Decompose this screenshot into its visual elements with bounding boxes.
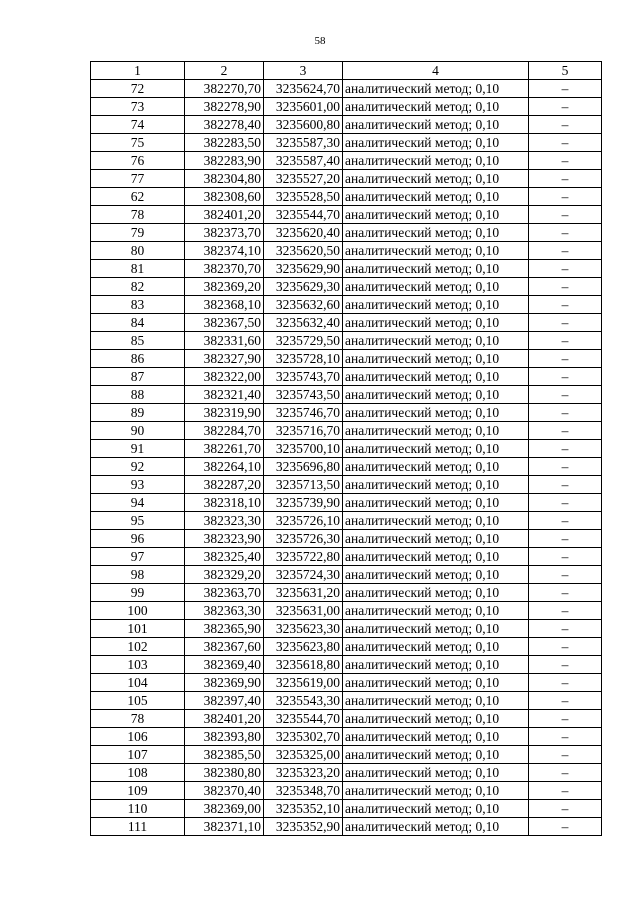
- x-coordinate-cell: 382385,50: [185, 746, 264, 764]
- table-row: [91, 80, 602, 98]
- table-row: [91, 332, 602, 350]
- method-cell: аналитический метод; 0,10: [343, 800, 529, 818]
- y-coordinate-cell: 3235620,40: [264, 224, 343, 242]
- method-cell: аналитический метод; 0,10: [343, 152, 529, 170]
- point-number-cell: 90: [91, 422, 185, 440]
- method-cell: аналитический метод; 0,10: [343, 548, 529, 566]
- x-coordinate-cell: 382367,50: [185, 314, 264, 332]
- y-coordinate-cell: 3235587,30: [264, 134, 343, 152]
- method-cell: аналитический метод; 0,10: [343, 782, 529, 800]
- table-row: [91, 422, 602, 440]
- table-row: [91, 350, 602, 368]
- point-number-cell: 88: [91, 386, 185, 404]
- note-cell: –: [529, 170, 602, 188]
- x-coordinate-cell: 382397,40: [185, 692, 264, 710]
- page-number: 58: [314, 35, 326, 47]
- note-cell: –: [529, 674, 602, 692]
- point-number-cell: 98: [91, 566, 185, 584]
- point-number-cell: 78: [91, 710, 185, 728]
- method-cell: аналитический метод; 0,10: [343, 278, 529, 296]
- table-row: [91, 170, 602, 188]
- header-row: [91, 62, 602, 80]
- point-number-cell: 84: [91, 314, 185, 332]
- x-coordinate-cell: 382283,50: [185, 134, 264, 152]
- x-coordinate-cell: 382278,90: [185, 98, 264, 116]
- y-coordinate-cell: 3235624,70: [264, 80, 343, 98]
- point-number-cell: 101: [91, 620, 185, 638]
- table-row: [91, 782, 602, 800]
- y-coordinate-cell: 3235629,90: [264, 260, 343, 278]
- method-cell: аналитический метод; 0,10: [343, 458, 529, 476]
- table-row: [91, 638, 602, 656]
- point-number-cell: 103: [91, 656, 185, 674]
- note-cell: –: [529, 566, 602, 584]
- table-row: [91, 656, 602, 674]
- x-coordinate-cell: 382370,40: [185, 782, 264, 800]
- y-coordinate-cell: 3235623,30: [264, 620, 343, 638]
- note-cell: –: [529, 314, 602, 332]
- method-cell: аналитический метод; 0,10: [343, 692, 529, 710]
- x-coordinate-cell: 382368,10: [185, 296, 264, 314]
- note-cell: –: [529, 710, 602, 728]
- x-coordinate-cell: 382308,60: [185, 188, 264, 206]
- note-cell: –: [529, 800, 602, 818]
- table-row: [91, 512, 602, 530]
- x-coordinate-cell: 382283,90: [185, 152, 264, 170]
- note-cell: –: [529, 260, 602, 278]
- y-coordinate-cell: 3235348,70: [264, 782, 343, 800]
- x-coordinate-cell: 382369,00: [185, 800, 264, 818]
- point-number-cell: 94: [91, 494, 185, 512]
- note-cell: –: [529, 224, 602, 242]
- point-number-cell: 75: [91, 134, 185, 152]
- table-header: [91, 62, 602, 80]
- x-coordinate-cell: 382363,70: [185, 584, 264, 602]
- point-number-cell: 108: [91, 764, 185, 782]
- note-cell: –: [529, 242, 602, 260]
- y-coordinate-cell: 3235631,20: [264, 584, 343, 602]
- point-number-cell: 82: [91, 278, 185, 296]
- y-coordinate-cell: 3235728,10: [264, 350, 343, 368]
- method-cell: аналитический метод; 0,10: [343, 170, 529, 188]
- note-cell: –: [529, 728, 602, 746]
- table-row: [91, 728, 602, 746]
- y-coordinate-cell: 3235629,30: [264, 278, 343, 296]
- table-row: [91, 188, 602, 206]
- table-row: [91, 584, 602, 602]
- point-number-cell: 89: [91, 404, 185, 422]
- table-row: [91, 368, 602, 386]
- y-coordinate-cell: 3235623,80: [264, 638, 343, 656]
- note-cell: –: [529, 530, 602, 548]
- method-cell: аналитический метод; 0,10: [343, 440, 529, 458]
- table-row: [91, 260, 602, 278]
- table-row: [91, 620, 602, 638]
- y-coordinate-cell: 3235632,40: [264, 314, 343, 332]
- point-number-cell: 109: [91, 782, 185, 800]
- method-cell: аналитический метод; 0,10: [343, 656, 529, 674]
- y-coordinate-cell: 3235302,70: [264, 728, 343, 746]
- table-row: [91, 692, 602, 710]
- table-row: [91, 278, 602, 296]
- y-coordinate-cell: 3235743,70: [264, 368, 343, 386]
- method-cell: аналитический метод; 0,10: [343, 80, 529, 98]
- point-number-cell: 97: [91, 548, 185, 566]
- x-coordinate-cell: 382380,80: [185, 764, 264, 782]
- note-cell: –: [529, 620, 602, 638]
- x-coordinate-cell: 382284,70: [185, 422, 264, 440]
- table-row: [91, 242, 602, 260]
- x-coordinate-cell: 382287,20: [185, 476, 264, 494]
- x-coordinate-cell: 382373,70: [185, 224, 264, 242]
- method-cell: аналитический метод; 0,10: [343, 584, 529, 602]
- point-number-cell: 77: [91, 170, 185, 188]
- method-cell: аналитический метод; 0,10: [343, 746, 529, 764]
- point-number-cell: 86: [91, 350, 185, 368]
- table-row: [91, 134, 602, 152]
- note-cell: –: [529, 782, 602, 800]
- note-cell: –: [529, 458, 602, 476]
- y-coordinate-cell: 3235618,80: [264, 656, 343, 674]
- x-coordinate-cell: 382323,90: [185, 530, 264, 548]
- header-col-3: 3: [264, 62, 343, 80]
- point-number-cell: 85: [91, 332, 185, 350]
- x-coordinate-cell: 382325,40: [185, 548, 264, 566]
- note-cell: –: [529, 368, 602, 386]
- note-cell: –: [529, 440, 602, 458]
- point-number-cell: 78: [91, 206, 185, 224]
- x-coordinate-cell: 382363,30: [185, 602, 264, 620]
- point-number-cell: 100: [91, 602, 185, 620]
- note-cell: –: [529, 116, 602, 134]
- table-row: [91, 116, 602, 134]
- table-body: [91, 80, 602, 836]
- y-coordinate-cell: 3235722,80: [264, 548, 343, 566]
- method-cell: аналитический метод; 0,10: [343, 332, 529, 350]
- point-number-cell: 96: [91, 530, 185, 548]
- table-row: [91, 800, 602, 818]
- y-coordinate-cell: 3235527,20: [264, 170, 343, 188]
- x-coordinate-cell: 382370,70: [185, 260, 264, 278]
- header-col-5: 5: [529, 62, 602, 80]
- point-number-cell: 106: [91, 728, 185, 746]
- note-cell: –: [529, 584, 602, 602]
- method-cell: аналитический метод; 0,10: [343, 350, 529, 368]
- note-cell: –: [529, 422, 602, 440]
- method-cell: аналитический метод; 0,10: [343, 494, 529, 512]
- header-col-1: 1: [91, 62, 185, 80]
- y-coordinate-cell: 3235716,70: [264, 422, 343, 440]
- table-row: [91, 746, 602, 764]
- y-coordinate-cell: 3235352,10: [264, 800, 343, 818]
- x-coordinate-cell: 382329,20: [185, 566, 264, 584]
- method-cell: аналитический метод; 0,10: [343, 260, 529, 278]
- method-cell: аналитический метод; 0,10: [343, 98, 529, 116]
- point-number-cell: 76: [91, 152, 185, 170]
- y-coordinate-cell: 3235325,00: [264, 746, 343, 764]
- x-coordinate-cell: 382264,10: [185, 458, 264, 476]
- table-row: [91, 314, 602, 332]
- method-cell: аналитический метод; 0,10: [343, 530, 529, 548]
- y-coordinate-cell: 3235631,00: [264, 602, 343, 620]
- y-coordinate-cell: 3235632,60: [264, 296, 343, 314]
- table-row: [91, 476, 602, 494]
- note-cell: –: [529, 152, 602, 170]
- table-row: [91, 818, 602, 836]
- point-number-cell: 72: [91, 80, 185, 98]
- point-number-cell: 93: [91, 476, 185, 494]
- note-cell: –: [529, 746, 602, 764]
- table-row: [91, 530, 602, 548]
- note-cell: –: [529, 80, 602, 98]
- x-coordinate-cell: 382322,00: [185, 368, 264, 386]
- point-number-cell: 102: [91, 638, 185, 656]
- table-row: [91, 458, 602, 476]
- method-cell: аналитический метод; 0,10: [343, 674, 529, 692]
- table-row: [91, 152, 602, 170]
- point-number-cell: 74: [91, 116, 185, 134]
- method-cell: аналитический метод; 0,10: [343, 566, 529, 584]
- note-cell: –: [529, 188, 602, 206]
- header-col-4: 4: [343, 62, 529, 80]
- x-coordinate-cell: 382369,40: [185, 656, 264, 674]
- table-row: [91, 224, 602, 242]
- note-cell: –: [529, 692, 602, 710]
- table-row: [91, 494, 602, 512]
- note-cell: –: [529, 656, 602, 674]
- method-cell: аналитический метод; 0,10: [343, 206, 529, 224]
- note-cell: –: [529, 602, 602, 620]
- table-row: [91, 386, 602, 404]
- x-coordinate-cell: 382318,10: [185, 494, 264, 512]
- y-coordinate-cell: 3235601,00: [264, 98, 343, 116]
- method-cell: аналитический метод; 0,10: [343, 422, 529, 440]
- note-cell: –: [529, 764, 602, 782]
- y-coordinate-cell: 3235323,20: [264, 764, 343, 782]
- x-coordinate-cell: 382401,20: [185, 206, 264, 224]
- y-coordinate-cell: 3235352,90: [264, 818, 343, 836]
- x-coordinate-cell: 382369,20: [185, 278, 264, 296]
- point-number-cell: 62: [91, 188, 185, 206]
- y-coordinate-cell: 3235724,30: [264, 566, 343, 584]
- point-number-cell: 111: [91, 818, 185, 836]
- note-cell: –: [529, 386, 602, 404]
- table-row: [91, 98, 602, 116]
- point-number-cell: 110: [91, 800, 185, 818]
- y-coordinate-cell: 3235543,30: [264, 692, 343, 710]
- note-cell: –: [529, 818, 602, 836]
- y-coordinate-cell: 3235696,80: [264, 458, 343, 476]
- point-number-cell: 99: [91, 584, 185, 602]
- table-row: [91, 710, 602, 728]
- method-cell: аналитический метод; 0,10: [343, 314, 529, 332]
- note-cell: –: [529, 350, 602, 368]
- note-cell: –: [529, 278, 602, 296]
- point-number-cell: 91: [91, 440, 185, 458]
- method-cell: аналитический метод; 0,10: [343, 404, 529, 422]
- x-coordinate-cell: 382401,20: [185, 710, 264, 728]
- point-number-cell: 92: [91, 458, 185, 476]
- y-coordinate-cell: 3235544,70: [264, 710, 343, 728]
- method-cell: аналитический метод; 0,10: [343, 296, 529, 314]
- y-coordinate-cell: 3235729,50: [264, 332, 343, 350]
- table-row: [91, 296, 602, 314]
- note-cell: –: [529, 206, 602, 224]
- note-cell: –: [529, 296, 602, 314]
- y-coordinate-cell: 3235746,70: [264, 404, 343, 422]
- method-cell: аналитический метод; 0,10: [343, 764, 529, 782]
- table-row: [91, 602, 602, 620]
- x-coordinate-cell: 382321,40: [185, 386, 264, 404]
- y-coordinate-cell: 3235600,80: [264, 116, 343, 134]
- point-number-cell: 104: [91, 674, 185, 692]
- table-row: [91, 548, 602, 566]
- point-number-cell: 105: [91, 692, 185, 710]
- method-cell: аналитический метод; 0,10: [343, 710, 529, 728]
- method-cell: аналитический метод; 0,10: [343, 620, 529, 638]
- y-coordinate-cell: 3235713,50: [264, 476, 343, 494]
- method-cell: аналитический метод; 0,10: [343, 728, 529, 746]
- method-cell: аналитический метод; 0,10: [343, 188, 529, 206]
- point-number-cell: 87: [91, 368, 185, 386]
- point-number-cell: 80: [91, 242, 185, 260]
- note-cell: –: [529, 638, 602, 656]
- x-coordinate-cell: 382278,40: [185, 116, 264, 134]
- x-coordinate-cell: 382323,30: [185, 512, 264, 530]
- method-cell: аналитический метод; 0,10: [343, 368, 529, 386]
- method-cell: аналитический метод; 0,10: [343, 224, 529, 242]
- y-coordinate-cell: 3235544,70: [264, 206, 343, 224]
- x-coordinate-cell: 382365,90: [185, 620, 264, 638]
- x-coordinate-cell: 382319,90: [185, 404, 264, 422]
- method-cell: аналитический метод; 0,10: [343, 512, 529, 530]
- table-row: [91, 764, 602, 782]
- x-coordinate-cell: 382261,70: [185, 440, 264, 458]
- method-cell: аналитический метод; 0,10: [343, 116, 529, 134]
- note-cell: –: [529, 476, 602, 494]
- y-coordinate-cell: 3235528,50: [264, 188, 343, 206]
- note-cell: –: [529, 332, 602, 350]
- x-coordinate-cell: 382367,60: [185, 638, 264, 656]
- x-coordinate-cell: 382331,60: [185, 332, 264, 350]
- note-cell: –: [529, 404, 602, 422]
- method-cell: аналитический метод; 0,10: [343, 602, 529, 620]
- method-cell: аналитический метод; 0,10: [343, 476, 529, 494]
- note-cell: –: [529, 494, 602, 512]
- point-number-cell: 107: [91, 746, 185, 764]
- note-cell: –: [529, 134, 602, 152]
- method-cell: аналитический метод; 0,10: [343, 386, 529, 404]
- y-coordinate-cell: 3235620,50: [264, 242, 343, 260]
- x-coordinate-cell: 382393,80: [185, 728, 264, 746]
- y-coordinate-cell: 3235739,90: [264, 494, 343, 512]
- y-coordinate-cell: 3235619,00: [264, 674, 343, 692]
- y-coordinate-cell: 3235726,10: [264, 512, 343, 530]
- note-cell: –: [529, 512, 602, 530]
- coordinates-table: [90, 61, 602, 836]
- x-coordinate-cell: 382369,90: [185, 674, 264, 692]
- method-cell: аналитический метод; 0,10: [343, 242, 529, 260]
- y-coordinate-cell: 3235726,30: [264, 530, 343, 548]
- y-coordinate-cell: 3235587,40: [264, 152, 343, 170]
- x-coordinate-cell: 382327,90: [185, 350, 264, 368]
- method-cell: аналитический метод; 0,10: [343, 638, 529, 656]
- table-row: [91, 440, 602, 458]
- method-cell: аналитический метод; 0,10: [343, 818, 529, 836]
- x-coordinate-cell: 382374,10: [185, 242, 264, 260]
- table-row: [91, 674, 602, 692]
- point-number-cell: 95: [91, 512, 185, 530]
- point-number-cell: 79: [91, 224, 185, 242]
- table-row: [91, 206, 602, 224]
- x-coordinate-cell: 382304,80: [185, 170, 264, 188]
- point-number-cell: 81: [91, 260, 185, 278]
- y-coordinate-cell: 3235700,10: [264, 440, 343, 458]
- x-coordinate-cell: 382371,10: [185, 818, 264, 836]
- table-row: [91, 404, 602, 422]
- table-row: [91, 566, 602, 584]
- header-col-2: 2: [185, 62, 264, 80]
- note-cell: –: [529, 98, 602, 116]
- point-number-cell: 73: [91, 98, 185, 116]
- method-cell: аналитический метод; 0,10: [343, 134, 529, 152]
- y-coordinate-cell: 3235743,50: [264, 386, 343, 404]
- point-number-cell: 83: [91, 296, 185, 314]
- note-cell: –: [529, 548, 602, 566]
- x-coordinate-cell: 382270,70: [185, 80, 264, 98]
